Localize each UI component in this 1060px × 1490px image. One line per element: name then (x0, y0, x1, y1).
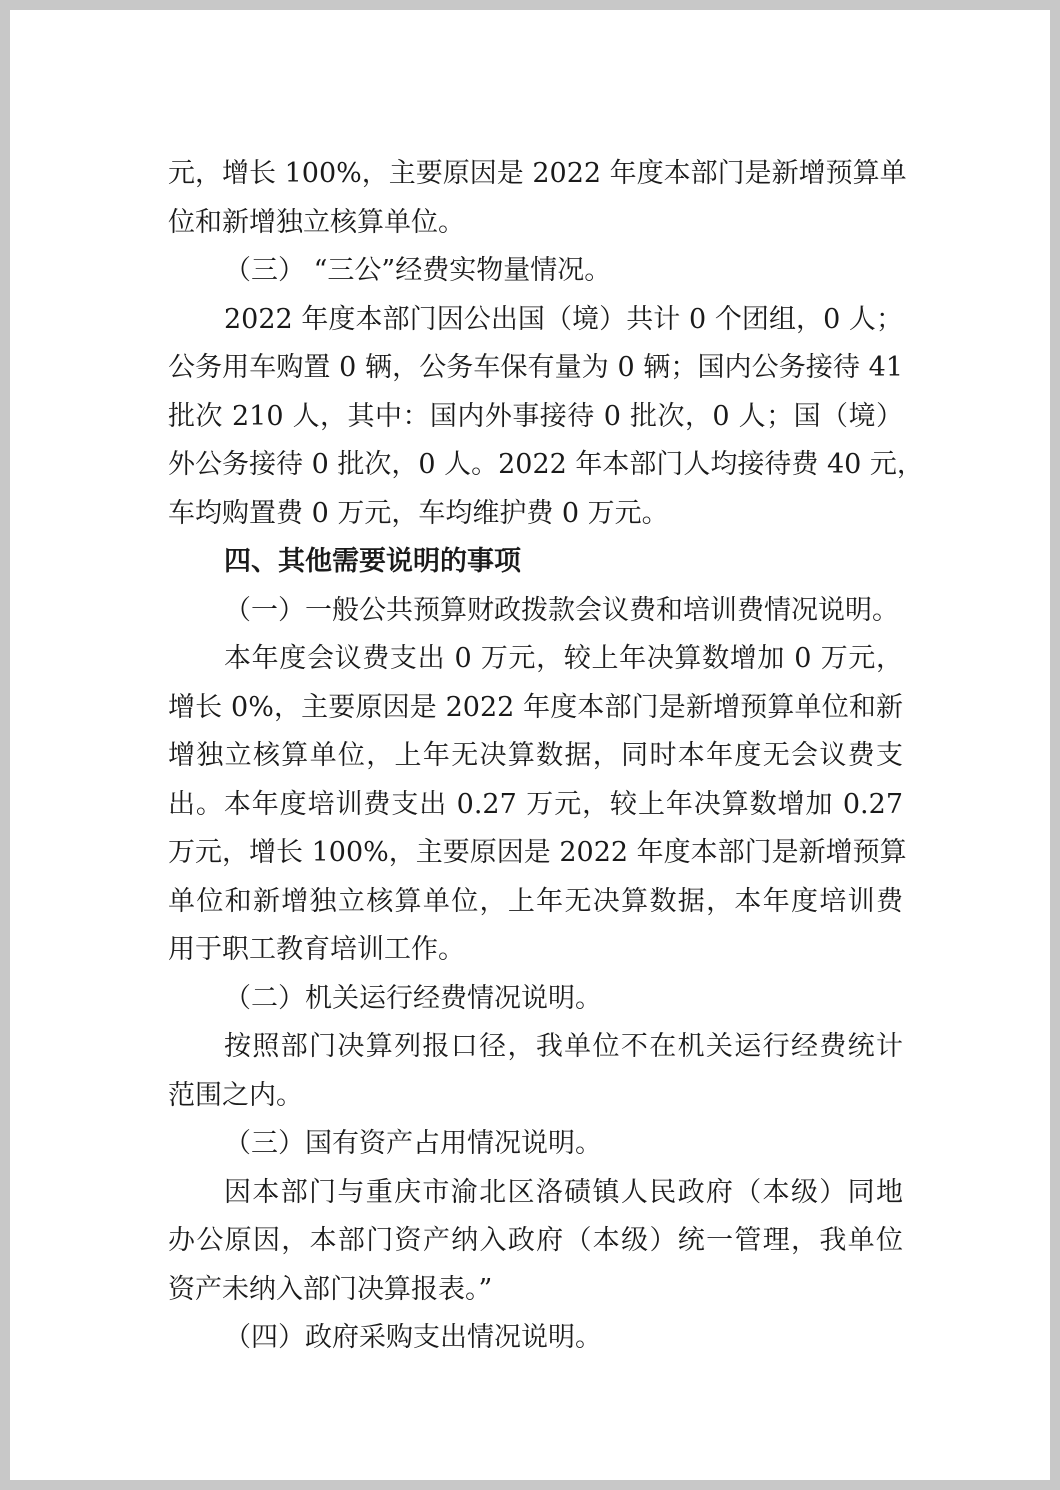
paragraph-line: 增独立核算单位，上年无决算数据，同时本年度无会议费支 (168, 740, 903, 771)
paragraph-line: 办公原因，本部门资产纳入政府（本级）统一管理，我单位 (168, 1225, 903, 1256)
paragraph-line: 单位和新增独立核算单位，上年无决算数据，本年度培训费 (168, 885, 903, 917)
paragraph-line: 位和新增独立核算单位。 (168, 206, 465, 238)
paragraph-line: 批次 210 人，其中：国内外事接待 0 批次，0 人；国（境） (168, 400, 903, 432)
subsection-heading: （三）国有资产占用情况说明。 (224, 1128, 602, 1159)
paragraph-line: 出。本年度培训费支出 0.27 万元，较上年决算数增加 0.27 (168, 788, 903, 820)
paragraph-line: 用于职工教育培训工作。 (168, 934, 465, 965)
section-heading: 四、其他需要说明的事项 (224, 546, 521, 577)
paragraph-line: 2022 年度本部门因公出国（境）共计 0 个团组，0 人； (224, 303, 903, 335)
document-body (168, 150, 924, 1363)
paragraph-line: 增长 0%，主要原因是 2022 年度本部门是新增预算单位和新 (168, 691, 903, 723)
paragraph-line: 车均购置费 0 万元，车均维护费 0 万元。 (168, 497, 669, 529)
paragraph-line: 范围之内。 (168, 1079, 303, 1111)
paragraph-line: 资产未纳入部门决算报表。” (168, 1273, 493, 1305)
subsection-heading: （二）机关运行经费情况说明。 (224, 982, 602, 1014)
subsection-heading: （三） “三公”经费实物量情况。 (224, 255, 612, 286)
paragraph-line: 外公务接待 0 批次，0 人。2022 年本部门人均接待费 40 元， (168, 449, 924, 480)
subsection-heading: （四）政府采购支出情况说明。 (224, 1322, 602, 1353)
paragraph-line: 按照部门决算列报口径，我单位不在机关运行经费统计 (224, 1031, 903, 1062)
paragraph-line: 本年度会议费支出 0 万元，较上年决算数增加 0 万元， (224, 643, 903, 674)
paragraph-line: 公务用车购置 0 辆，公务车保有量为 0 辆；国内公务接待 41 (168, 352, 903, 383)
paragraph-line: 万元，增长 100%，主要原因是 2022 年度本部门是新增预算 (168, 837, 907, 868)
subsection-heading: （一）一般公共预算财政拨款会议费和培训费情况说明。 (224, 594, 899, 626)
document-page (10, 10, 1050, 1480)
paragraph-line: 元，增长 100%，主要原因是 2022 年度本部门是新增预算单 (168, 158, 907, 189)
paragraph-line: 因本部门与重庆市渝北区洛碛镇人民政府（本级）同地 (224, 1176, 903, 1208)
